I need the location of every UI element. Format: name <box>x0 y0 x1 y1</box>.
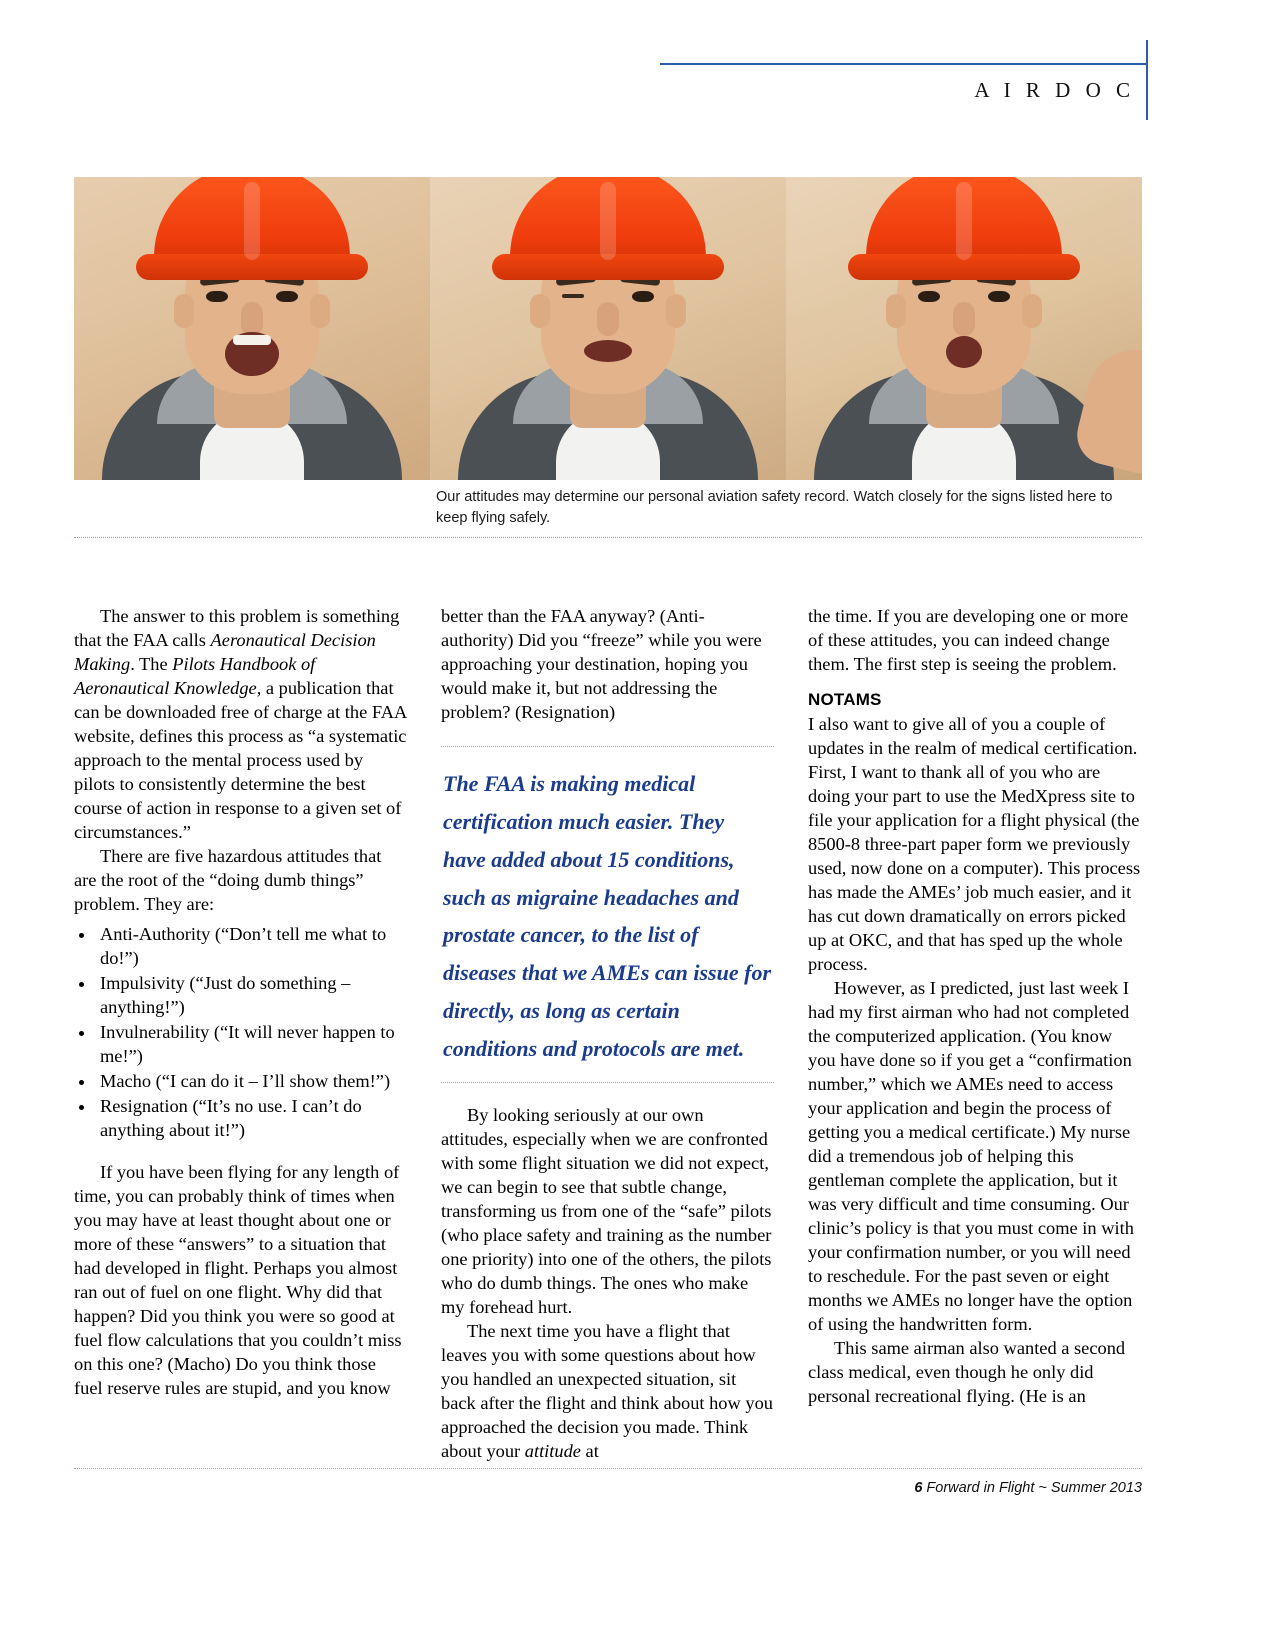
paragraph-next-flight <box>441 1319 774 1463</box>
list-item: • Resignation (“It’s no use. I can’t do anything about it!”) <box>96 1094 407 1142</box>
photo-panel-gesturing <box>786 177 1142 480</box>
adm-emphasis-2: Pilots Handbook of Aeronautical Knowledge <box>74 654 316 699</box>
hazardous-attitudes-list <box>74 922 407 1142</box>
paragraph-medxpress: I also want to give all of you a couple of updates in the realm of medical certification. First, I want to thank all of you who are doing your part to use the MedXpress site to file your application for a flight physical (the 8500-8 three-part paper form we previously used, now done on a computer). This process has made the AMEs’ job much easier, and it has cut down dramatically on errors picked up at OKC, and that has sped up the whole process. <box>808 714 1141 975</box>
paragraph-adm <box>74 604 407 844</box>
paragraph-second-class: This same airman also wanted a second class medical, even though he only did personal recreational flying. (He is an <box>808 1338 1126 1407</box>
list-item: • Macho (“I can do it – I’ll show them!”) <box>96 1069 407 1093</box>
page-footer <box>914 1480 1142 1496</box>
paragraph-five-attitudes: There are five hazardous attitudes that are the root of the “doing dumb things” problem. They are: <box>74 846 382 915</box>
next-flight-text-1: The next time you have a flight that leaves you with some questions about how you handled an unexpected situation, sit back after the flight and think about how you approached the decision you made. Think about your <box>441 1320 773 1461</box>
page-number: 6 <box>914 1480 923 1496</box>
paragraph-flying-experience: If you have been flying for any length of time, you can probably think of times when you may have at least thought about one or more of these “answers” to a situation that had developed in flight. Perhaps you almost ran out of fuel on one flight. Why did that happen? Did you think you were so good at fuel flow calculations that you couldn’t miss on this one? (Macho) Do you think those fuel reserve rules are stupid, and you know <box>74 1162 402 1399</box>
column-1 <box>74 604 407 1444</box>
photo-panel-winking <box>430 177 786 480</box>
worker-figure-shouting <box>122 180 382 480</box>
list-item: • Anti-Authority (“Don’t tell me what to do!”) <box>96 922 407 970</box>
paragraph-spacer <box>74 1143 407 1160</box>
publication-name: Forward in Flight ~ Summer 2013 <box>926 1480 1142 1496</box>
caption-divider <box>74 537 1142 538</box>
section-heading-notams: NOTAMS <box>808 690 882 710</box>
pullquote-text: The FAA is making medical certification much easier. They have added about 15 conditions, such as migraine headaches and prostate cancer, to the list of diseases that we AMEs can issue for directly, as long as certain conditions and protocols are met. <box>443 771 772 1061</box>
page-header <box>0 0 1275 140</box>
adm-text-1: The answer to this problem is something that the FAA calls <box>74 606 400 651</box>
hard-hat-icon <box>866 177 1062 270</box>
worker-figure-winking <box>478 180 738 480</box>
photo-caption: Our attitudes may determine our personal aviation safety record. Watch closely for the signs listed here to keep flying safely. <box>436 489 1113 526</box>
article-photo <box>74 177 1142 480</box>
adm-emphasis-1: Aeronautical Decision Making <box>74 630 376 675</box>
paragraph-changing-attitudes: the time. If you are developing one or more of these attitudes, you can indeed change them. The first step is seeing the problem. <box>808 606 1129 675</box>
column-2 <box>441 604 774 1461</box>
pullquote-block <box>441 746 774 1083</box>
header-vertical-rule <box>1146 40 1148 120</box>
footer-divider <box>74 1468 1142 1469</box>
header-horizontal-rule <box>660 63 1148 65</box>
page-title: A I R D O C <box>974 78 1135 102</box>
pullquote-bottom-rule <box>441 1082 774 1083</box>
adm-text-2: . The <box>130 654 173 675</box>
paragraph-confirmation-number: However, as I predicted, just last week I had my first airman who had not completed the computerized application. (You know you have done so if you get a “confirmation number,” which we AMEs need to access your application and begin the process of getting you a medical certificate.) My nurse did a tremendous job of helping this gentleman complete the application, but it was very difficult and time consuming. Our clinic’s policy is that you must come in with your confirmation number, or you will need to reschedule. For the past seven or eight months we AMEs no longer have the option of using the handwritten form. <box>808 978 1134 1335</box>
photo-panel-shouting <box>74 177 430 480</box>
next-flight-emphasis: attitude <box>524 1440 581 1461</box>
hard-hat-icon <box>154 177 350 270</box>
photo-caption-block <box>436 487 1142 528</box>
next-flight-text-2: at <box>580 1440 599 1461</box>
list-item: • Impulsivity (“Just do something – anything!”) <box>96 971 407 1019</box>
list-item: • Invulnerability (“It will never happen to me!”) <box>96 1020 407 1068</box>
adm-text-3: , a publication that can be downloaded free of charge at the FAA website, defines this process as “a systematic approach to the mental process used by pilots to consistently determine the best course of action in response to a given set of circumstances.” <box>74 678 407 843</box>
worker-figure-gesturing <box>834 180 1094 480</box>
paragraph-anti-authority: better than the FAA anyway? (Anti-authority) Did you “freeze” while you were approaching your destination, hoping you would make it, but not addressing the problem? (Resignation) <box>441 606 762 723</box>
hard-hat-icon <box>510 177 706 270</box>
paragraph-self-attitudes: By looking seriously at our own attitudes, especially when we are confronted with some flight situation we did not expect, we can begin to see that subtle change, transforming us from one of the “safe” pilots (who place safety and training as the number one priority) into one of the others, the pilots who do dumb things. The ones who make my forehead hurt. <box>441 1104 772 1317</box>
article-body <box>74 604 1142 1461</box>
column-3 <box>808 604 1141 1444</box>
photo-triptych <box>74 177 1142 480</box>
